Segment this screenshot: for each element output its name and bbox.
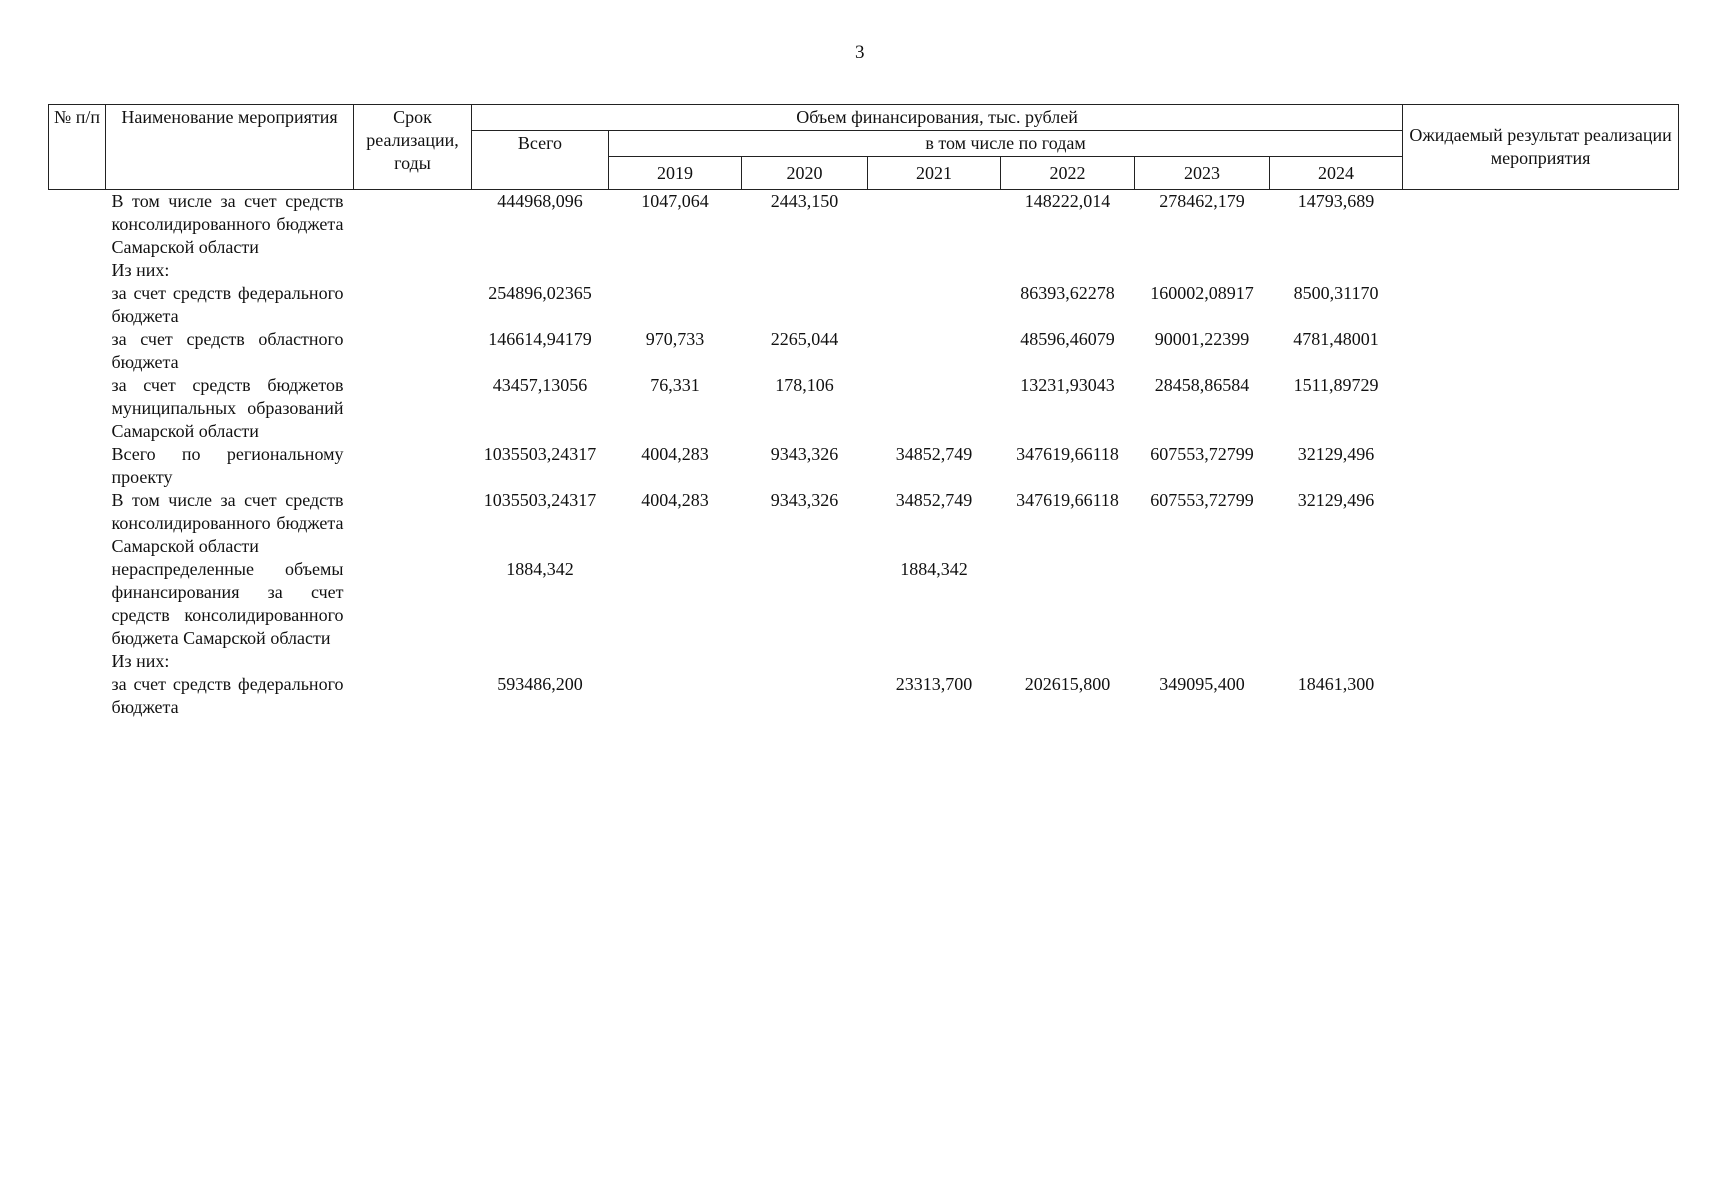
cell-2023: 278462,179: [1159, 191, 1245, 211]
cell-2020: [742, 673, 868, 719]
cell-2021: [868, 650, 1001, 673]
cell-2022: 202615,800: [1024, 674, 1111, 694]
cell-2021: 34852,749: [895, 444, 973, 464]
cell-total: 1035503,24317: [483, 444, 597, 464]
cell-2020: 9343,326: [770, 444, 839, 464]
row-name: за счет средств бюджетов муниципальных образований Самарской области: [111, 375, 344, 441]
cell-2020: 178,106: [775, 375, 834, 395]
cell-2021: 23313,700: [895, 674, 973, 694]
row-name: Из них:: [111, 260, 170, 280]
cell-2020: 9343,326: [770, 490, 839, 510]
row-name: В том числе за счет средств консолидированного бюджета Самарской области: [111, 490, 344, 556]
cell-2024: 8500,31170: [1293, 283, 1379, 303]
cell-2020: [742, 558, 868, 650]
cell-2023: 349095,400: [1159, 674, 1245, 694]
cell-total: 254896,02365: [488, 283, 592, 303]
cell-2020: 2443,150: [770, 191, 839, 211]
cell-2024: 14793,689: [1297, 191, 1375, 211]
cell-2022: 13231,93043: [1020, 375, 1115, 395]
cell-2022: [1001, 558, 1135, 650]
row-name: Из них:: [111, 651, 170, 671]
cell-2022: 48596,46079: [1020, 329, 1115, 349]
cell-2022: 347619,66118: [1016, 490, 1119, 510]
cell-total: 444968,096: [497, 191, 583, 211]
cell-2023: 607553,72799: [1150, 444, 1254, 464]
cell-2020: 2265,044: [770, 329, 839, 349]
cell-2022: 86393,62278: [1020, 283, 1115, 303]
cell-2024: [1270, 558, 1403, 650]
cell-total: 1884,342: [506, 559, 574, 579]
funding-table: [48, 104, 1679, 719]
row-name: Всего по региональному проекту: [111, 444, 344, 487]
cell-2024: [1270, 650, 1403, 673]
header-total: Всего: [472, 131, 609, 190]
cell-2021: 1884,342: [900, 559, 968, 579]
cell-2019: [609, 558, 742, 650]
cell-2023: [1135, 558, 1270, 650]
cell-2024: [1270, 259, 1403, 282]
header-year-2022: 2022: [1001, 157, 1135, 190]
cell-2023: 160002,08917: [1150, 283, 1254, 303]
cell-2021: [868, 259, 1001, 282]
header-num: № п/п: [49, 105, 106, 190]
cell-2021: [868, 282, 1001, 328]
header-result: Ожидаемый результат реализации мероприятия: [1403, 105, 1679, 190]
table-row: [49, 259, 1679, 282]
cell-2019: [609, 673, 742, 719]
cell-2024: 18461,300: [1297, 674, 1375, 694]
cell-2022: 148222,014: [1024, 191, 1111, 211]
cell-2024: 1511,89729: [1293, 375, 1379, 395]
cell-2019: [609, 650, 742, 673]
cell-2023: [1135, 259, 1270, 282]
cell-2023: 607553,72799: [1150, 490, 1254, 510]
cell-2021: 34852,749: [895, 490, 973, 510]
header-by-years: в том числе по годам: [609, 131, 1403, 157]
cell-2023: 28458,86584: [1154, 375, 1250, 395]
header-year-2020: 2020: [742, 157, 868, 190]
header-funding: Объем финансирования, тыс. рублей: [472, 105, 1403, 131]
header-year-2019: 2019: [609, 157, 742, 190]
header-year-2021: 2021: [868, 157, 1001, 190]
cell-2024: 32129,496: [1297, 444, 1375, 464]
cell-2022: [1001, 650, 1135, 673]
cell-2024: 32129,496: [1297, 490, 1375, 510]
table-row: [49, 673, 1679, 719]
cell-2021: [868, 328, 1001, 374]
row-name: В том числе за счет средств консолидированного бюджета Самарской области: [111, 191, 344, 257]
page-number: 3: [855, 42, 865, 63]
cell-2022: 347619,66118: [1016, 444, 1119, 464]
cell-2023: 90001,22399: [1154, 329, 1250, 349]
row-name: за счет средств федерального бюджета: [111, 674, 344, 717]
table-row: [49, 443, 1679, 489]
row-name: за счет средств областного бюджета: [111, 329, 344, 372]
cell-2020: [742, 650, 868, 673]
table-row: [49, 489, 1679, 558]
cell-2019: [609, 282, 742, 328]
cell-2019: 76,331: [650, 375, 700, 395]
cell-2019: 1047,064: [641, 191, 709, 211]
cell-2023: [1135, 650, 1270, 673]
cell-2022: [1001, 259, 1135, 282]
cell-total: 146614,94179: [488, 329, 592, 349]
cell-total: 593486,200: [497, 674, 583, 694]
cell-2021: [868, 374, 1001, 443]
cell-2019: 4004,283: [641, 490, 709, 510]
cell-total: [472, 259, 609, 282]
table-row: [49, 190, 1679, 260]
header-term: Срок реализации, годы: [354, 105, 472, 190]
cell-2024: 4781,48001: [1293, 329, 1379, 349]
cell-total: 1035503,24317: [483, 490, 597, 510]
cell-2019: [609, 259, 742, 282]
row-name: за счет средств федерального бюджета: [111, 283, 344, 326]
header-year-2024: 2024: [1270, 157, 1403, 190]
cell-2021: [868, 190, 1001, 260]
cell-total: 43457,13056: [492, 375, 588, 395]
cell-total: [472, 650, 609, 673]
row-name: нераспределенные объемы финансирования за счет средств консолидированного бюджета Самарской области: [111, 559, 344, 648]
table-row: [49, 558, 1679, 650]
table-row: [49, 328, 1679, 374]
header-year-2023: 2023: [1135, 157, 1270, 190]
cell-2019: 970,733: [645, 329, 705, 349]
cell-2020: [742, 282, 868, 328]
cell-2020: [742, 259, 868, 282]
cell-2019: 4004,283: [641, 444, 709, 464]
header-name: Наименование мероприятия: [106, 105, 354, 190]
table-row: [49, 282, 1679, 328]
table-row: [49, 374, 1679, 443]
table-row: [49, 650, 1679, 673]
